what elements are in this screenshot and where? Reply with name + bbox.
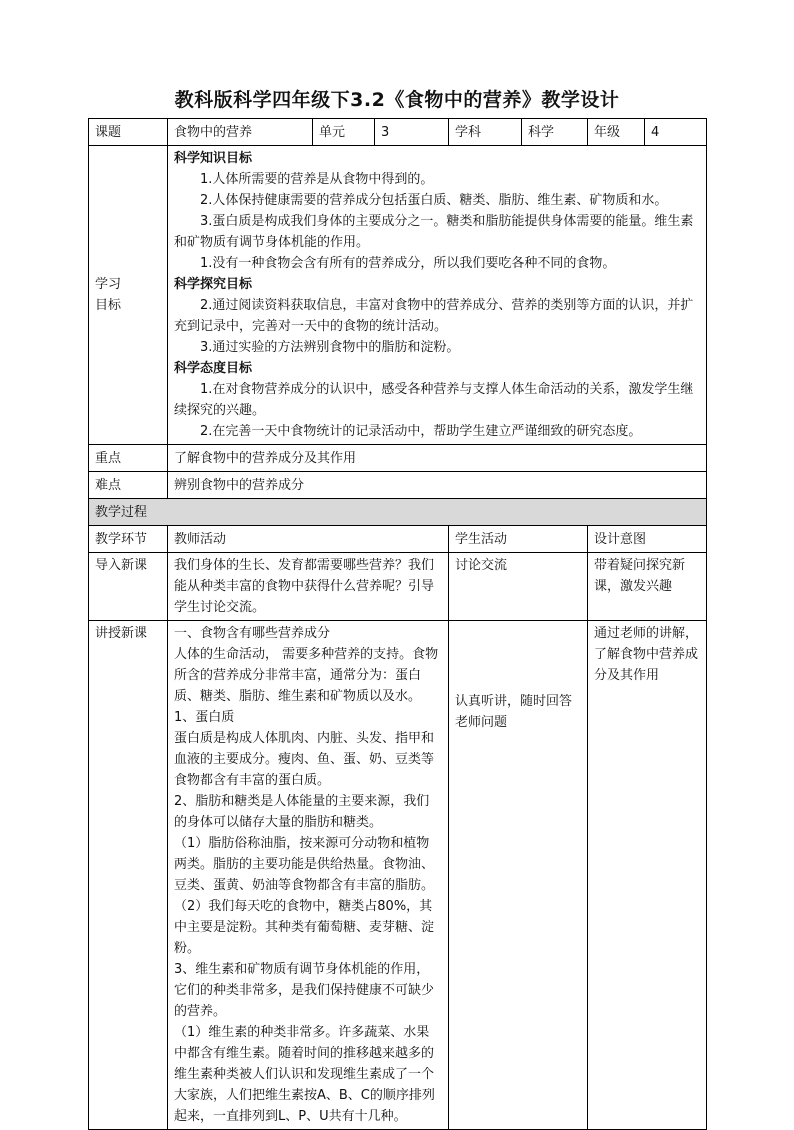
process-section-row bbox=[89, 499, 707, 526]
lecture-teacher-activity bbox=[168, 621, 449, 1130]
inquiry-goal: 2.通过阅读资料获取信息，丰富对食物中的营养成分、营养的类别等方面的认识，并扩充到记录中，完善对一天中的食物的统计活动。 bbox=[174, 298, 694, 334]
lecture-student-text: 认真听讲，随时回答老师问题 bbox=[455, 694, 573, 730]
lecture-line: （1）维生素的种类非常多。许多蔬菜、水果中都含有维生素。随着时间的推移越来越多的维生素种类被人们认识和发现维生素成了一个大家族，人们把维生素按A、B、C的顺序排列起来，一直排列到L、P、U共有十几种。 bbox=[174, 1025, 435, 1124]
grade-label: 年级 bbox=[588, 119, 645, 146]
difficulty-row bbox=[89, 472, 707, 499]
intro-stage: 导入新课 bbox=[89, 553, 168, 621]
header-row bbox=[89, 119, 707, 146]
unit-label: 单元 bbox=[313, 119, 375, 146]
attitude-goals-heading: 科学态度目标 bbox=[174, 361, 253, 376]
intro-row bbox=[89, 553, 707, 621]
column-header-teacher: 教师活动 bbox=[168, 526, 449, 553]
intro-teacher-activity: 我们身体的生长、发育都需要哪些营养？我们能从种类丰富的食物中获得什么营养呢？引导学生讨论交流。 bbox=[168, 553, 449, 621]
lecture-stage: 讲授新课 bbox=[89, 621, 168, 1130]
lecture-line: 一、食物含有哪些营养成分 bbox=[174, 626, 331, 641]
process-section-heading: 教学过程 bbox=[89, 499, 707, 526]
subject-value: 科学 bbox=[522, 119, 588, 146]
unit-value: 3 bbox=[375, 119, 449, 146]
objectives-label-line-2: 目标 bbox=[95, 298, 122, 313]
attitude-goal: 1.在对食物营养成分的认识中，感受各种营养与支撑人体生命活动的关系，激发学生继续探究的兴趣。 bbox=[174, 382, 694, 418]
difficulty-value: 辨别食物中的营养成分 bbox=[168, 472, 707, 499]
lecture-line: 人体的生命活动， 需要多种营养的支持。食物所含的营养成分非常丰富，通常分为：蛋白质、糖类、脂肪、维生素和矿物质以及水。 bbox=[174, 647, 439, 704]
knowledge-goal: 1.没有一种食物会含有所有的营养成分，所以我们要吃各种不同的食物。 bbox=[200, 256, 616, 271]
lecture-line: 3、维生素和矿物质有调节身体机能的作用，它们的种类非常多，是我们保持健康不可缺少的营养。 bbox=[174, 962, 435, 1019]
intro-student-activity: 讨论交流 bbox=[449, 553, 588, 621]
lesson-plan-table bbox=[88, 118, 707, 1130]
column-header-stage: 教学环节 bbox=[89, 526, 168, 553]
document-title: 教科版科学四年级下3.2《食物中的营养》教学设计 bbox=[174, 89, 620, 111]
inquiry-goal: 3.通过实验的方法辨别食物中的脂肪和淀粉。 bbox=[200, 340, 460, 355]
inquiry-goals-heading: 科学探究目标 bbox=[174, 277, 253, 292]
topic-value: 食物中的营养 bbox=[168, 119, 313, 146]
key-point-row bbox=[89, 445, 707, 472]
key-point-label: 重点 bbox=[89, 445, 168, 472]
lecture-line: 蛋白质是构成人体肌肉、内脏、头发、指甲和血液的主要成分。瘦肉、鱼、蛋、奶、豆类等食物都含有丰富的蛋白质。 bbox=[174, 731, 435, 788]
lecture-row bbox=[89, 621, 707, 1130]
lecture-student-activity bbox=[449, 621, 588, 1130]
knowledge-goal: 1.人体所需要的营养是从食物中得到的。 bbox=[200, 172, 434, 187]
attitude-goal: 2.在完善一天中食物统计的记录活动中，帮助学生建立严谨细致的研究态度。 bbox=[200, 424, 642, 439]
difficulty-label: 难点 bbox=[89, 472, 168, 499]
knowledge-goals-heading: 科学知识目标 bbox=[174, 151, 253, 166]
knowledge-goal: 3.蛋白质是构成我们身体的主要成分之一。糖类和脂肪能提供身体需要的能量。维生素和矿物质有调节身体机能的作用。 bbox=[174, 214, 694, 250]
intro-design-intent: 带着疑问探究新课，激发兴趣 bbox=[588, 553, 707, 621]
lecture-line: 1、蛋白质 bbox=[174, 710, 235, 725]
lecture-design-intent: 通过老师的讲解，了解食物中营养成分及其作用 bbox=[588, 621, 707, 1130]
process-header-row bbox=[89, 526, 707, 553]
lecture-line: （2）我们每天吃的食物中，糖类占80%，其中主要是淀粉。其种类有葡萄糖、麦芽糖、淀粉。 bbox=[174, 899, 435, 956]
objectives-label-line-1: 学习 bbox=[95, 277, 122, 292]
objectives-label bbox=[89, 146, 168, 445]
objectives-row bbox=[89, 146, 707, 445]
lecture-line: （1）脂肪俗称油脂，按来源可分动物和植物两类。脂肪的主要功能是供给热量。食物油、豆类、蛋黄、奶油等食物都含有丰富的脂肪。 bbox=[174, 836, 435, 893]
subject-label: 学科 bbox=[449, 119, 522, 146]
grade-value: 4 bbox=[645, 119, 707, 146]
lecture-line: 2、脂肪和糖类是人体能量的主要来源，我们的身体可以储存大量的脂肪和糖类。 bbox=[174, 794, 430, 830]
topic-label: 课题 bbox=[89, 119, 168, 146]
key-point-value: 了解食物中的营养成分及其作用 bbox=[168, 445, 707, 472]
column-header-intent: 设计意图 bbox=[588, 526, 707, 553]
column-header-student: 学生活动 bbox=[449, 526, 588, 553]
knowledge-goal: 2.人体保持健康需要的营养成分包括蛋白质、糖类、脂肪、维生素、矿物质和水。 bbox=[200, 193, 668, 208]
objectives-content bbox=[168, 146, 707, 445]
